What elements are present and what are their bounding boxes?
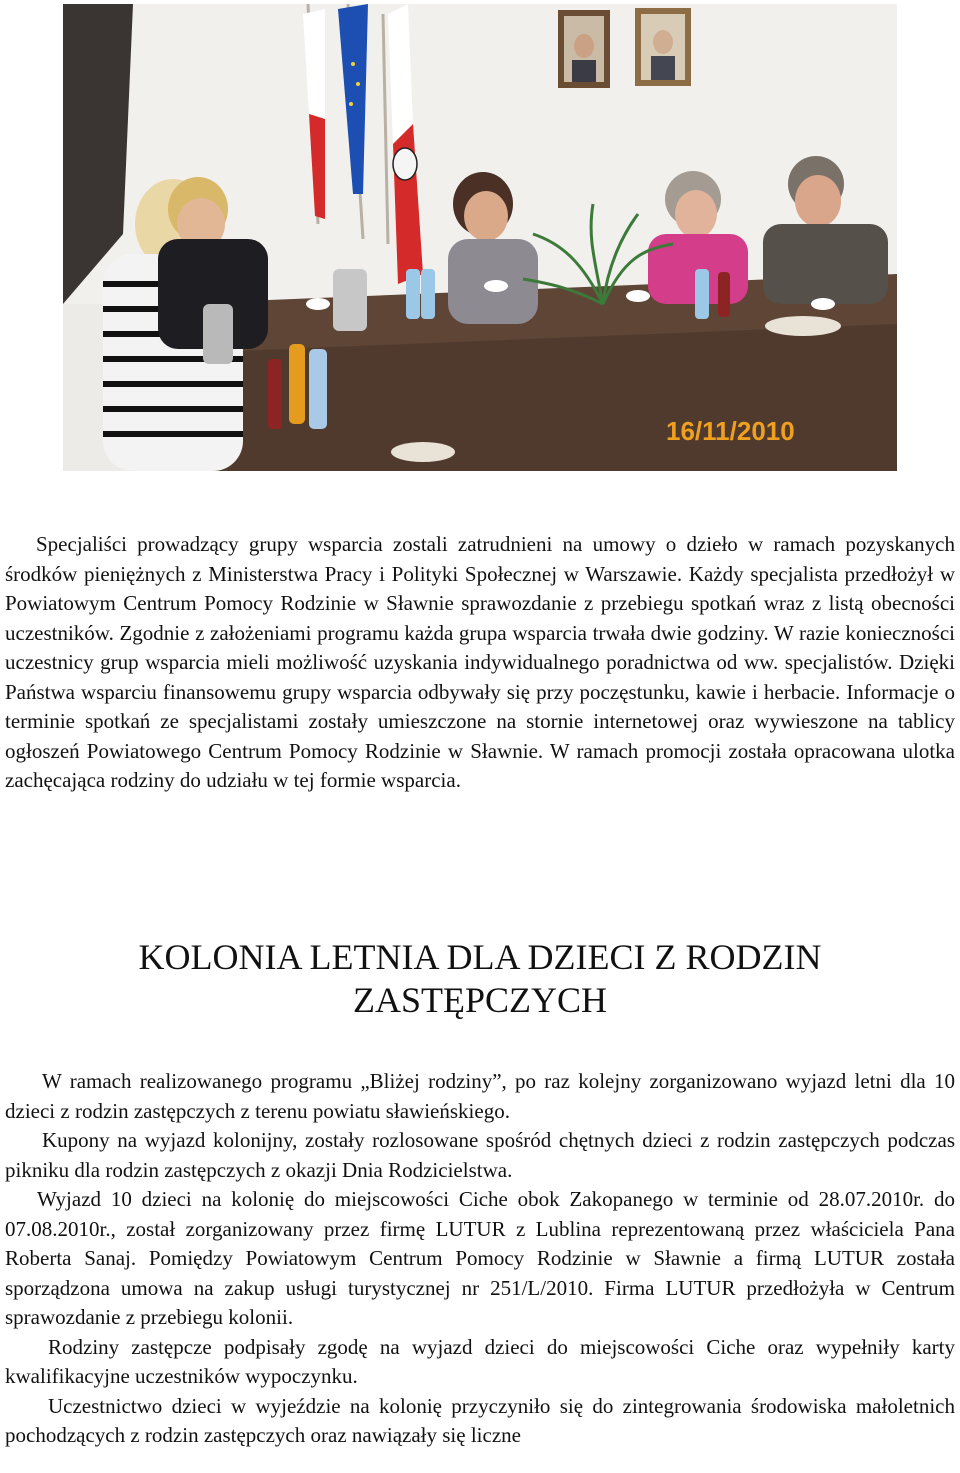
portrait-frame-right	[635, 8, 691, 86]
camp-paragraph-2: Kupony na wyjazd kolonijny, zostały rozlosowane spośród chętnych dzieci z rodzin zastępczych podczas pikniku dla rodzin zastępczych z okazji Dnia Rodzicielstwa.	[5, 1128, 955, 1182]
support-groups-paragraph: Specjaliści prowadzący grupy wsparcia zostali zatrudnieni na umowy o dzieło w ramach pozyskanych środków pieniężnych z Ministerstwa Pracy i Polityki Społecznej w Warszawie. Każdy specjalista przedłożył w Powiatowym Centrum Pomocy Rodzinie w Sławnie sprawozdanie z przebiegu spotkań wraz z listą obecności uczestników. Zgodnie z założeniami programu każda grupa wsparcia trwała dwie godziny. W razie konieczności uczestnicy grup wsparcia mieli możliwość uzyskania indywidualnego poradnictwa od ww. specjalistów. Dzięki Państwa wsparciu finansowemu grupy wsparcia odbywały się przy poczęstunku, kawie i herbacie. Informacje o terminie spotkań ze specjalistami zostały umieszczone na stornie internetowej oraz wywieszone na tablicy ogłoszeń Powiatowego Centrum Pomocy Rodzinie w Sławnie. W ramach promocji została opracowana ulotka zachęcająca rodziny do udziału w tej formie wsparcia.	[5, 532, 955, 792]
summer-camp-article	[5, 1067, 955, 1451]
summer-camp-heading	[0, 936, 960, 1022]
meeting-photo-illustration	[63, 4, 897, 471]
summer-camp-heading-line1: KOLONIA LETNIA DLA DZIECI Z RODZIN	[138, 937, 822, 977]
meeting-photo	[63, 4, 897, 471]
camp-paragraph-4: Rodziny zastępcze podpisały zgodę na wyjazd dzieci do miejscowości Ciche oraz wypełniły karty kwalifikacyjne uczestników wypoczynku.	[5, 1334, 955, 1388]
portrait-frame-left	[558, 10, 610, 88]
summer-camp-heading-line2: ZASTĘPCZYCH	[352, 980, 608, 1020]
support-groups-article	[5, 530, 955, 796]
photo-date-stamp: 16/11/2010	[666, 416, 795, 446]
camp-paragraph-3: Wyjazd 10 dzieci na kolonię do miejscowości Ciche obok Zakopanego w terminie od 28.07.2010r. do 07.08.2010r., został zorganizowany przez firmę LUTUR z Lublina reprezentowaną przez właściciela Pana Roberta Sanaj. Pomiędzy Powiatowym Centrum Pomocy Rodzinie w Sławnie a firmą LUTUR została sporządzona umowa na zakup usługi turystycznej nr 251/L/2010. Firma LUTUR przedłożyła w Centrum sprawozdanie z przebiegu kolonii.	[5, 1187, 955, 1329]
camp-paragraph-1: W ramach realizowanego programu „Bliżej rodziny”, po raz kolejny zorganizowano wyjazd letni dla 10 dzieci z rodzin zastępczych z terenu powiatu sławieńskiego.	[5, 1069, 955, 1123]
camp-paragraph-5: Uczestnictwo dzieci w wyjeździe na kolonię przyczyniło się do zintegrowania środowiska małoletnich pochodzących z rodzin zastępczych oraz nawiązały się liczne	[5, 1393, 955, 1447]
